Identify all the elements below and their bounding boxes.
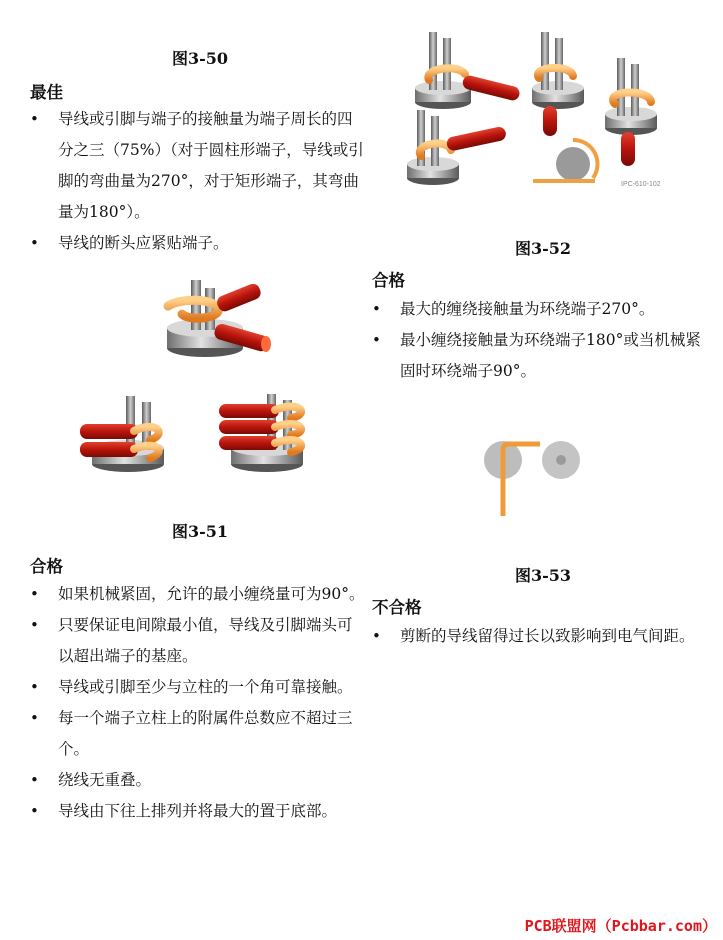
acceptable-list-right <box>372 294 710 387</box>
figure-3-53-image <box>482 438 582 520</box>
list-item: • 剪断的导线留得过长以致影响到电气间距。 <box>372 627 695 645</box>
list-item: • 导线由下往上排列并将最大的置于底部。 <box>30 802 338 820</box>
watermark-text: PCB联盟网（Pcbbar.com） <box>524 917 717 935</box>
figure-3-51-bottom-left-terminal <box>76 390 176 475</box>
acceptable-heading-right: 合格 <box>372 271 405 290</box>
figure-3-51-caption: 图3-51 <box>172 522 229 541</box>
figure-3-52-code: IPC-610-102 <box>621 181 661 188</box>
list-item: • 只要保证电间隙最小值，导线及引脚端头可以超出端子的基座。 <box>30 616 353 665</box>
list-item: • 绕线无重叠。 <box>30 771 152 789</box>
figure-3-52-caption: 图3-52 <box>515 239 572 258</box>
figure-3-53-caption: 图3-53 <box>515 566 572 585</box>
figure-3-52-image <box>403 28 673 193</box>
figure-3-50-caption: 图3-50 <box>172 49 229 68</box>
list-item: • 每一个端子立柱上的附属件总数应不超过三个。 <box>30 709 353 758</box>
list-item: • 导线或引脚与端子的接触量为端子周长的四分之三（75%）（对于圆柱形端子，导线或引脚的弯曲量为270°，对于矩形端子，其弯曲量为180°）。 <box>30 110 364 221</box>
list-item: • 最小缠绕接触量为环绕端子180°或当机械紧固时环绕端子90°。 <box>372 331 701 380</box>
list-item: • 如果机械紧固，允许的最小缠绕量可为90°。 <box>30 585 365 603</box>
figure-3-51-bottom-right-terminal <box>215 390 315 475</box>
list-item: • 导线的断头应紧贴端子。 <box>30 234 229 252</box>
list-item: • 最大的缠绕接触量为环绕端子270°。 <box>372 300 655 318</box>
acceptable-heading-left: 合格 <box>30 557 63 576</box>
best-list <box>30 104 366 259</box>
best-heading: 最佳 <box>30 83 63 102</box>
acceptable-list-left <box>30 579 366 827</box>
unacceptable-list <box>372 621 710 652</box>
unacceptable-heading: 不合格 <box>372 598 422 617</box>
list-item: • 导线或引脚至少与立柱的一个角可靠接触。 <box>30 678 353 696</box>
figure-3-51-top-terminal <box>160 270 280 360</box>
